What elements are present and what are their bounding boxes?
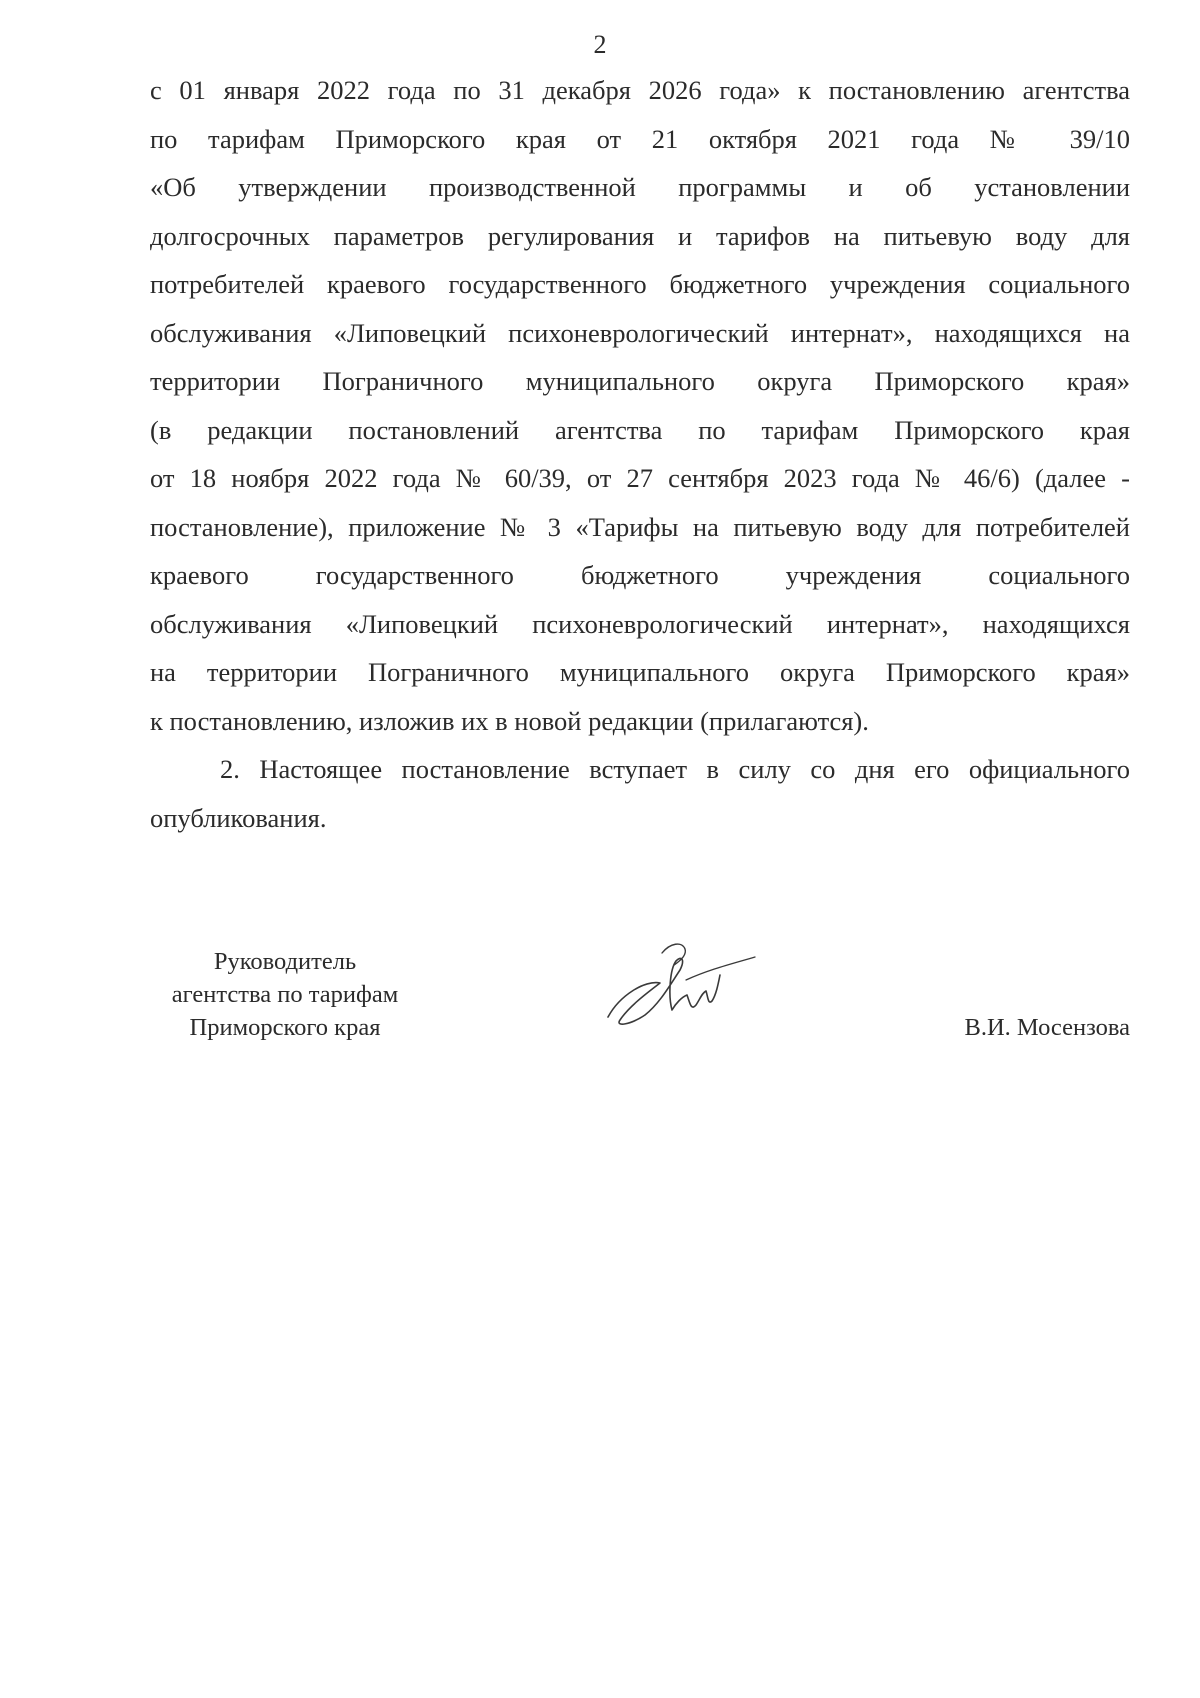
signer-position-line: Приморского края	[189, 1014, 381, 1041]
text-line: потребителей краевого государственного бюджетного учреждения социального	[150, 269, 1130, 299]
page-number: 2	[593, 30, 607, 59]
text-line: краевого государственного бюджетного учреждения социального	[150, 560, 1130, 590]
text-line: по тарифам Приморского края от 21 октября 2021 года № 39/10	[150, 123, 1130, 154]
signer-position-line: Руководитель	[213, 948, 357, 975]
text-line: 2. Настоящее постановление вступает в силу со дня его официального	[220, 754, 1130, 784]
text-line: долгосрочных параметров регулирования и тарифов на питьевую воду для	[150, 220, 1130, 251]
text-line: на территории Пограничного муниципального округа Приморского края»	[150, 657, 1130, 687]
text-line: обслуживания «Липовецкий психоневрологический интернат», находящихся на	[150, 317, 1130, 348]
signature-block	[150, 945, 1130, 1055]
signer-position	[150, 945, 420, 1044]
handwritten-signature	[590, 925, 760, 1035]
signer-position-line: агентства по тарифам	[171, 981, 399, 1008]
text-line: постановление), приложение № 3 «Тарифы на питьевую воду для потребителей	[150, 511, 1130, 542]
document-body	[150, 66, 1130, 842]
text-line: (в редакции постановлений агентства по тарифам Приморского края	[150, 414, 1130, 445]
text-line: к постановлению, изложив их в новой редакции (прилагаются).	[150, 705, 869, 736]
signer-name: В.И. Мосензова	[964, 1014, 1130, 1041]
text-line: территории Пограничного муниципального округа Приморского края»	[150, 366, 1130, 396]
text-line: от 18 ноября 2022 года № 60/39, от 27 сентября 2023 года № 46/6) (далее -	[150, 463, 1130, 493]
text-line: с 01 января 2022 года по 31 декабря 2026 года» к постановлению агентства	[150, 75, 1130, 105]
text-line: опубликования.	[150, 802, 327, 833]
text-line: «Об утверждении производственной программы и об установлении	[150, 172, 1130, 202]
text-line: обслуживания «Липовецкий психоневрологический интернат», находящихся	[150, 608, 1130, 639]
